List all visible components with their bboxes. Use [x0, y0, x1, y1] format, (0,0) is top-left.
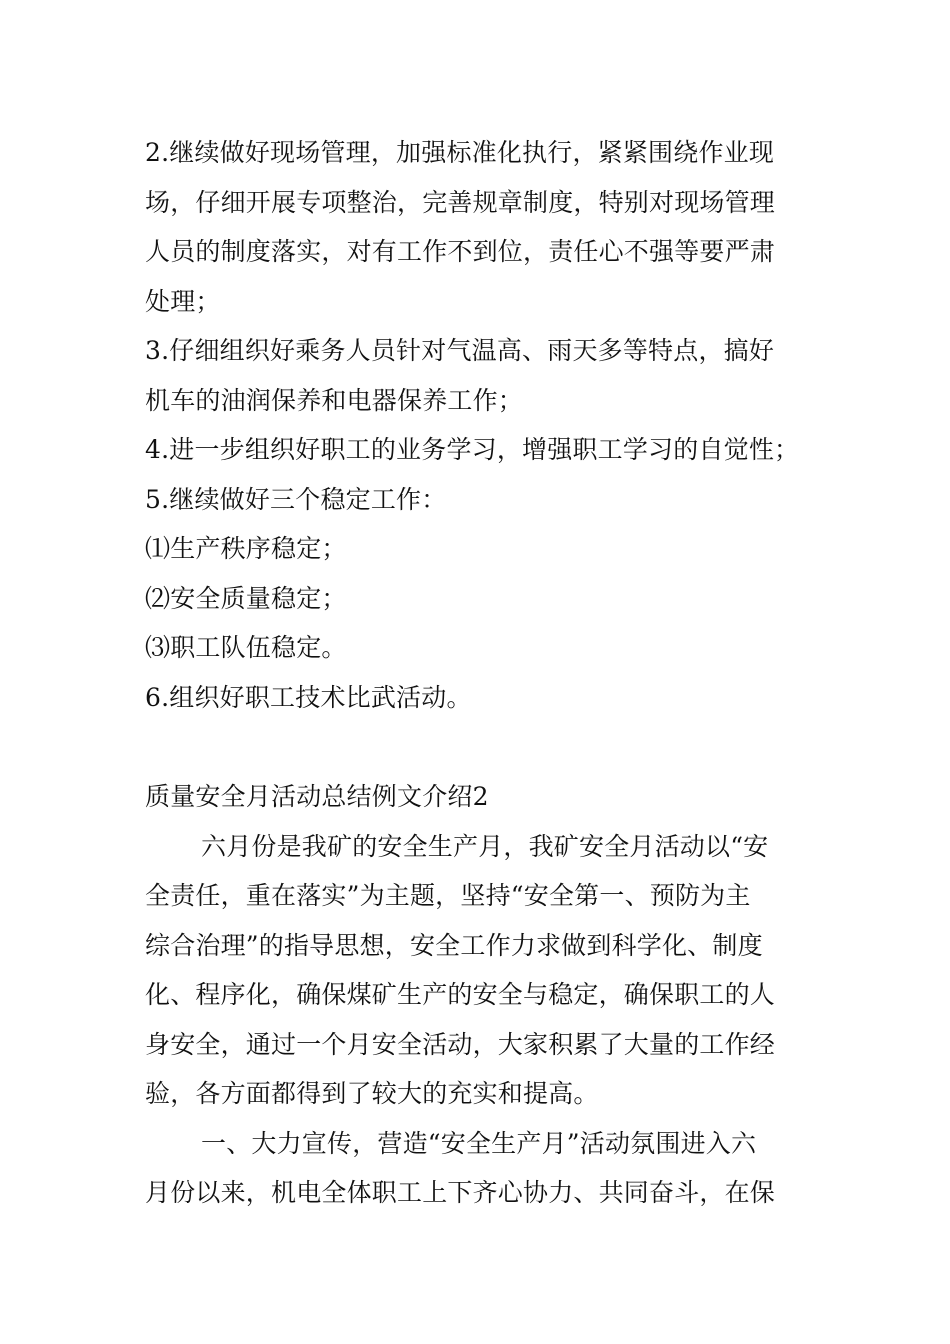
text-line: 场，仔细开展专项整治，完善规章制度，特别对现场管理	[145, 187, 776, 217]
text-line: 全责任，重在落实”为主题，坚持“安全第一、预防为主	[145, 881, 751, 910]
text-line: 3.仔细组织好乘务人员针对气温高、雨天多等特点，搞好	[145, 336, 775, 365]
text-line: 验，各方面都得到了较大的充实和提高。	[145, 1079, 599, 1108]
list-item-3	[145, 326, 807, 425]
sub-item-3: ⑶职工队伍稳定。	[145, 633, 347, 662]
document-body	[145, 128, 807, 1218]
text-line: 化、程序化，确保煤矿生产的安全与稳定，确保职工的人	[145, 980, 776, 1009]
text-line: 机车的油润保养和电器保养工作；	[145, 385, 524, 415]
paragraph-1	[145, 822, 807, 1119]
sub-item-1: ⑴生产秩序稳定；	[145, 534, 347, 563]
section-heading: 质量安全月活动总结例文介绍2	[145, 782, 489, 811]
text-line: 综合治理”的指导思想，安全工作力求做到科学化、制度	[145, 930, 763, 960]
text-line: 身安全，通过一个月安全活动，大家积累了大量的工作经	[145, 1029, 776, 1059]
blank-line	[145, 722, 807, 772]
list-item-2	[145, 128, 807, 326]
text-line: 处理；	[145, 286, 221, 316]
text-line: 月份以来，机电全体职工上下齐心协力、共同奋斗，在保	[145, 1178, 776, 1207]
text-line: 六月份是我矿的安全生产月，我矿安全月活动以“安	[201, 831, 769, 861]
list-item-6: 6.组织好职工技术比武活动。	[145, 682, 472, 712]
paragraph-2	[145, 1119, 807, 1218]
text-line: 2.继续做好现场管理，加强标准化执行，紧紧围绕作业现	[145, 138, 775, 167]
list-item-5: 5.继续做好三个稳定工作：	[145, 484, 447, 514]
list-item-4: 4.进一步组织好职工的业务学习，增强职工学习的自觉性；	[145, 435, 800, 464]
sub-item-2: ⑵安全质量稳定；	[145, 583, 347, 613]
text-line: 人员的制度落实，对有工作不到位，责任心不强等要严肃	[145, 237, 776, 266]
text-line: 一、大力宣传，营造“安全生产月”活动氛围进入六	[201, 1128, 757, 1158]
